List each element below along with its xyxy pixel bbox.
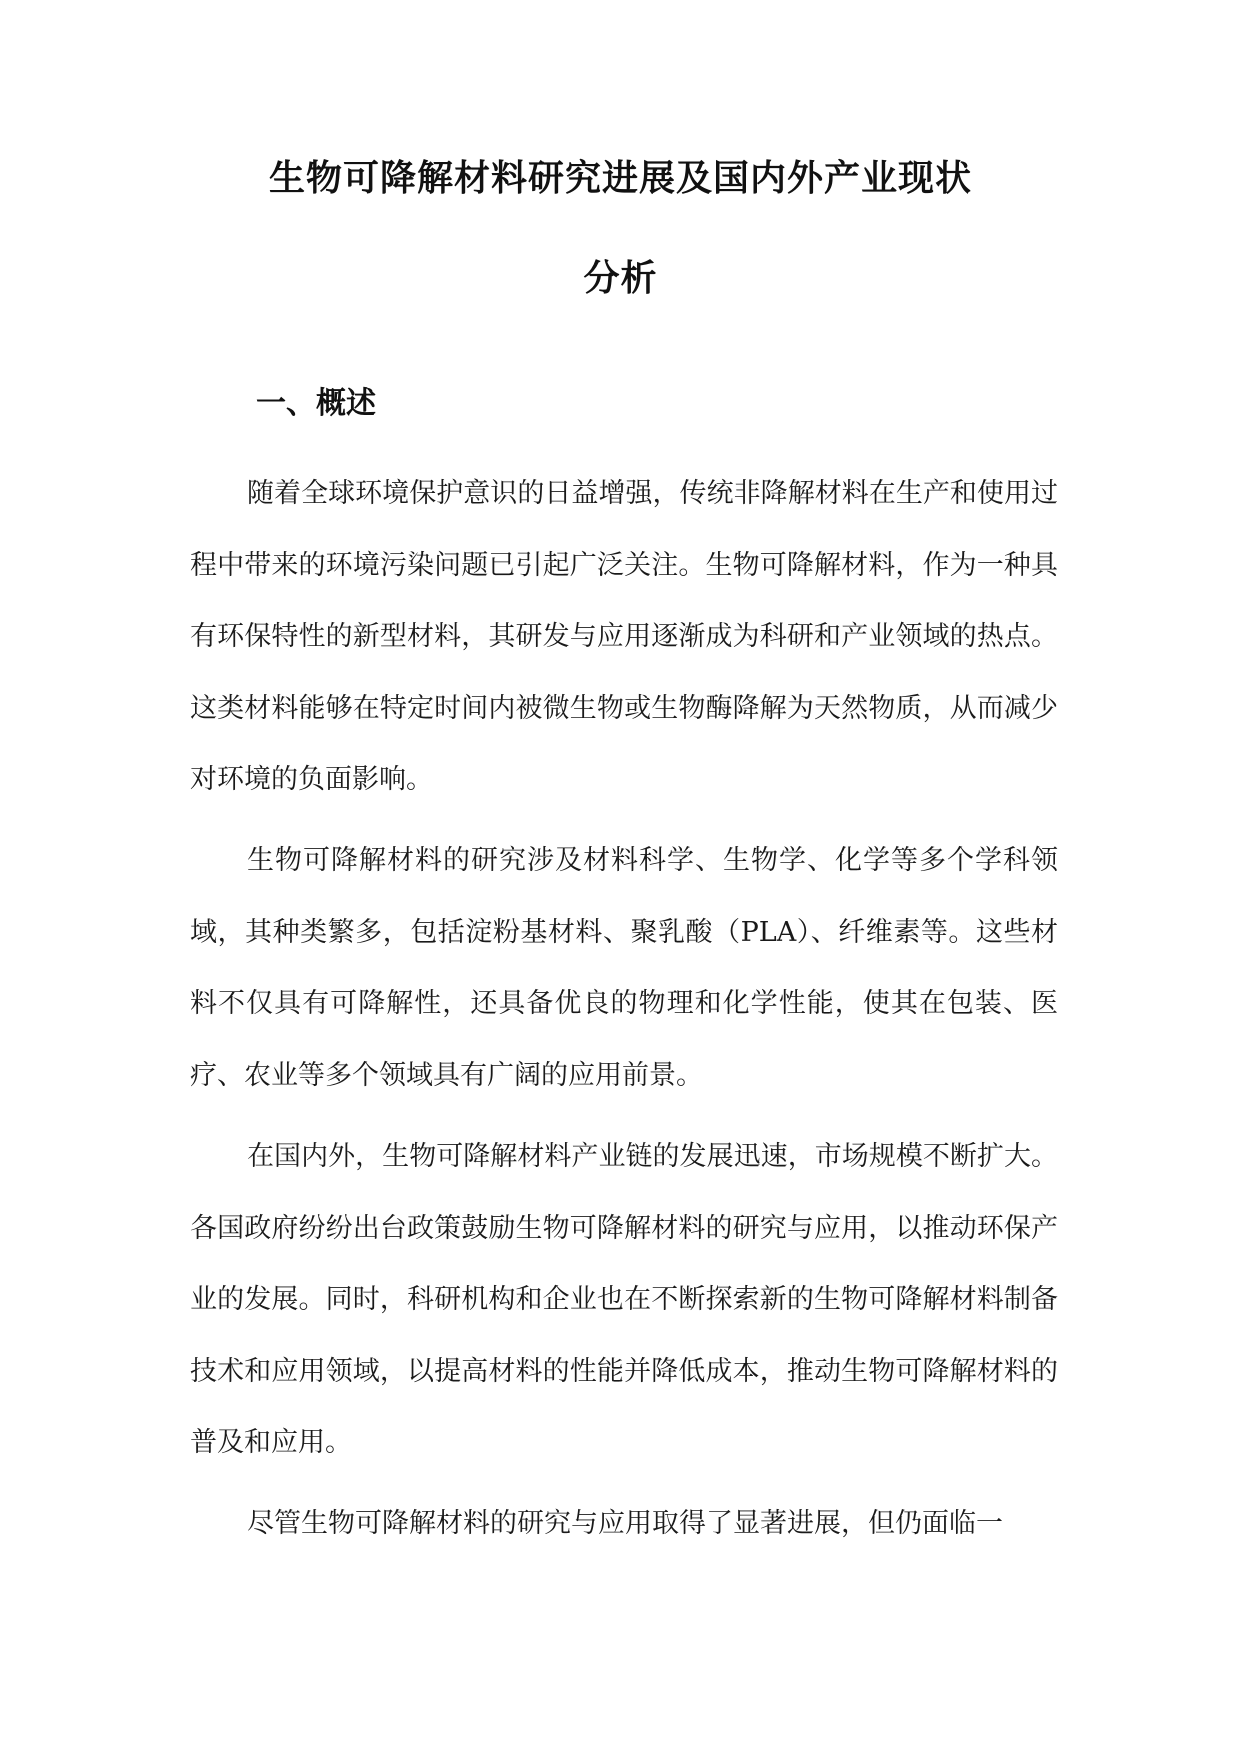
document-title-line-1: 生物可降解材料研究进展及国内外产业现状 — [268, 158, 972, 199]
section-heading: 一、概述 — [256, 386, 376, 421]
paragraph-4: 尽管生物可降解材料的研究与应用取得了显著进展，但仍面临一 — [247, 1508, 1003, 1539]
paragraph-3: 在国内外，生物可降解材料产业链的发展迅速，市场规模不断扩大。各国政府纷纷出台政策鼓励生物可降解材料的研究与应用，以推动环保产业的发展。同时，科研机构和企业也在不断探索新的生物可降解材料制备技术和应用领域，以提高材料的性能并降低成本，推动生物可降解材料的普及和应用。 — [190, 1141, 1058, 1458]
paragraph-2: 生物可降解材料的研究涉及材料科学、生物学、化学等多个学科领域，其种类繁多，包括淀粉基材料、聚乳酸（PLA）、纤维素等。这些材料不仅具有可降解性，还具备优良的物理和化学性能，使其在包装、医疗、农业等多个领域具有广阔的应用前景。 — [190, 845, 1058, 1091]
document-title-line-2: 分析 — [583, 258, 658, 299]
paragraph-1: 随着全球环境保护意识的日益增强，传统非降解材料在生产和使用过程中带来的环境污染问题已引起广泛关注。生物可降解材料，作为一种具有环保特性的新型材料，其研发与应用逐渐成为科研和产业领域的热点。这类材料能够在特定时间内被微生物或生物酶降解为天然物质，从而减少对环境的负面影响。 — [190, 478, 1058, 795]
